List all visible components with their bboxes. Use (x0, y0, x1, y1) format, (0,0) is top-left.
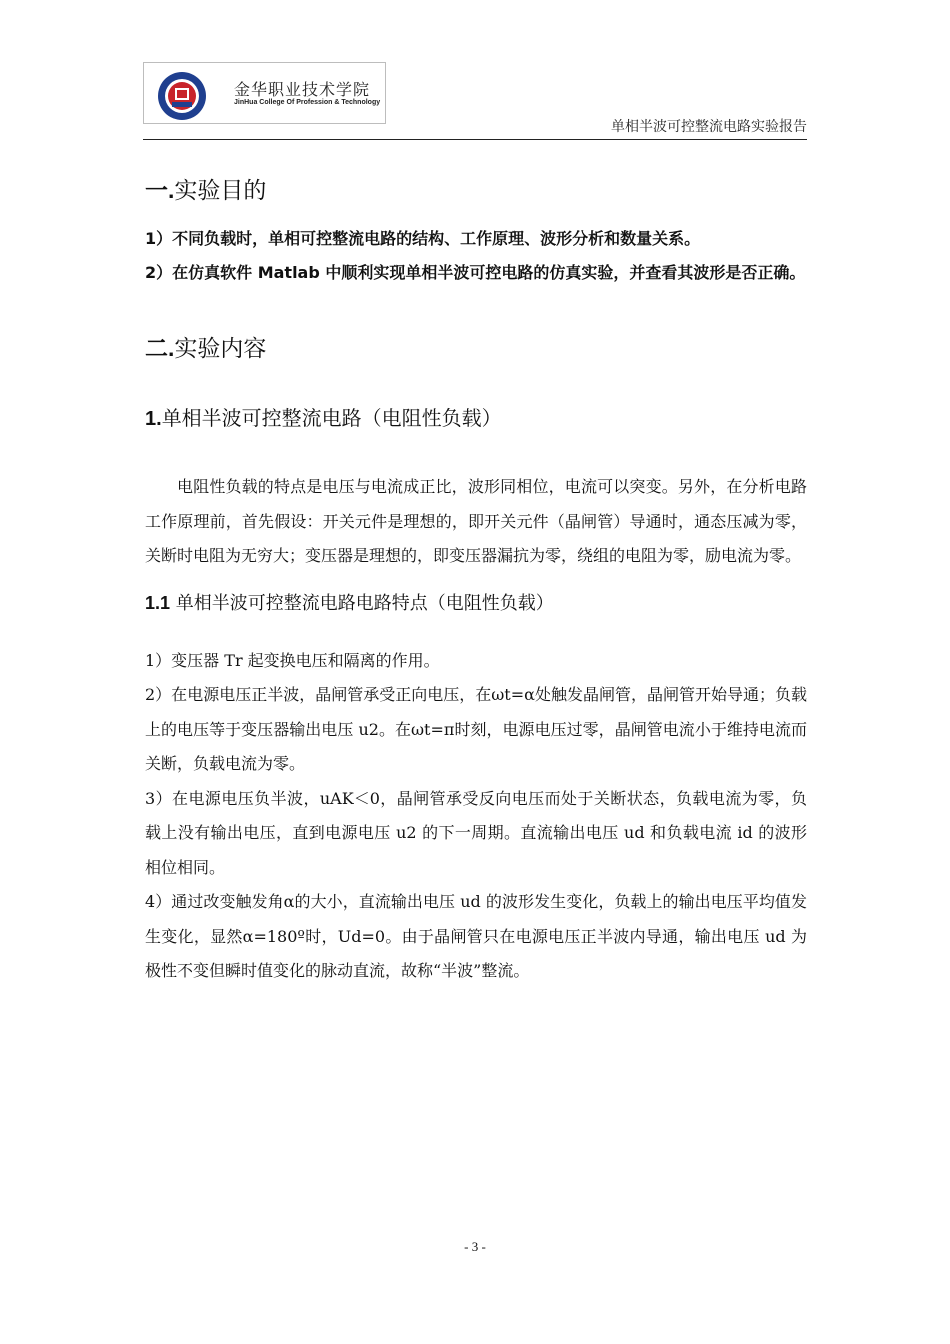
objective-item: 1）不同负载时，单相可控整流电路的结构、工作原理、波形分析和数量关系。 (145, 229, 701, 248)
objective-item: 2）在仿真软件 Matlab 中顺利实现单相半波可控电路的仿真实验，并查看其波形是否正确。 (145, 263, 806, 282)
list-item: 1）变压器 Tr 起变换电压和隔离的作用。 (145, 650, 440, 670)
subsection-heading (145, 398, 807, 438)
list-item: 2）在电源电压正半波，晶闸管承受正向电压，在ωt=α处触发晶闸管，晶闸管开始导通；负载上的电压等于变压器输出电压 u2。在ωt=π时刻，电源电压过零，晶闸管电流小于维持电流而关断，负载电流为零。 (145, 685, 807, 773)
section-title: 实验目的 (174, 178, 267, 204)
college-name-cn: 金华职业技术学院 (234, 80, 371, 99)
section-title: 实验内容 (174, 336, 267, 362)
page-number: - 3 - (464, 1239, 486, 1254)
subsection-title: 单相半波可控整流电路（电阻性负载） (161, 406, 502, 430)
subsubsection-heading (145, 586, 807, 620)
subsection-number: 1. (145, 408, 162, 430)
page-content (145, 170, 807, 989)
list-item: 3）在电源电压负半波，uAK＜0，晶闸管承受反向电压而处于关断状态，负载电流为零，负载上没有输出电压，直到电源电压 u2 的下一周期。直流输出电压 ud 和负载电流 id 的波形相位相同。 (145, 788, 807, 877)
subsubsection-title: 单相半波可控整流电路电路特点（电阻性负载） (170, 592, 554, 614)
section-heading-content (145, 328, 807, 368)
list-item: 4）通过改变触发角α的大小，直流输出电压 ud 的波形发生变化，负载上的输出电压平均值发生变化，显然α=180º时，Ud=0。由于晶闸管只在电源电压正半波内导通，输出电压 ud 为极性不变但瞬时值变化的脉动直流，故称“半波”整流。 (145, 892, 807, 980)
section-number: 二. (145, 335, 175, 361)
section-heading-objectives (145, 170, 807, 210)
header-divider (143, 139, 807, 140)
college-name-en: JinHua College Of Profession & Technology (234, 99, 381, 106)
body-paragraph: 电阻性负载的特点是电压与电流成正比，波形同相位，电流可以突变。另外，在分析电路工作原理前，首先假设：开关元件是理想的，即开关元件（晶闸管）导通时，通态压减为零，关断时电阻为无穷大；变压器是理想的，即变压器漏抗为零，绕组的电阻为零，励电流为零。 (145, 477, 807, 565)
subsubsection-number: 1.1 (145, 592, 171, 613)
report-title: 单相半波可控整流电路实验报告 (611, 119, 807, 135)
college-logo (143, 62, 386, 124)
section-number: 一. (145, 177, 175, 203)
college-seal-icon (154, 66, 210, 122)
